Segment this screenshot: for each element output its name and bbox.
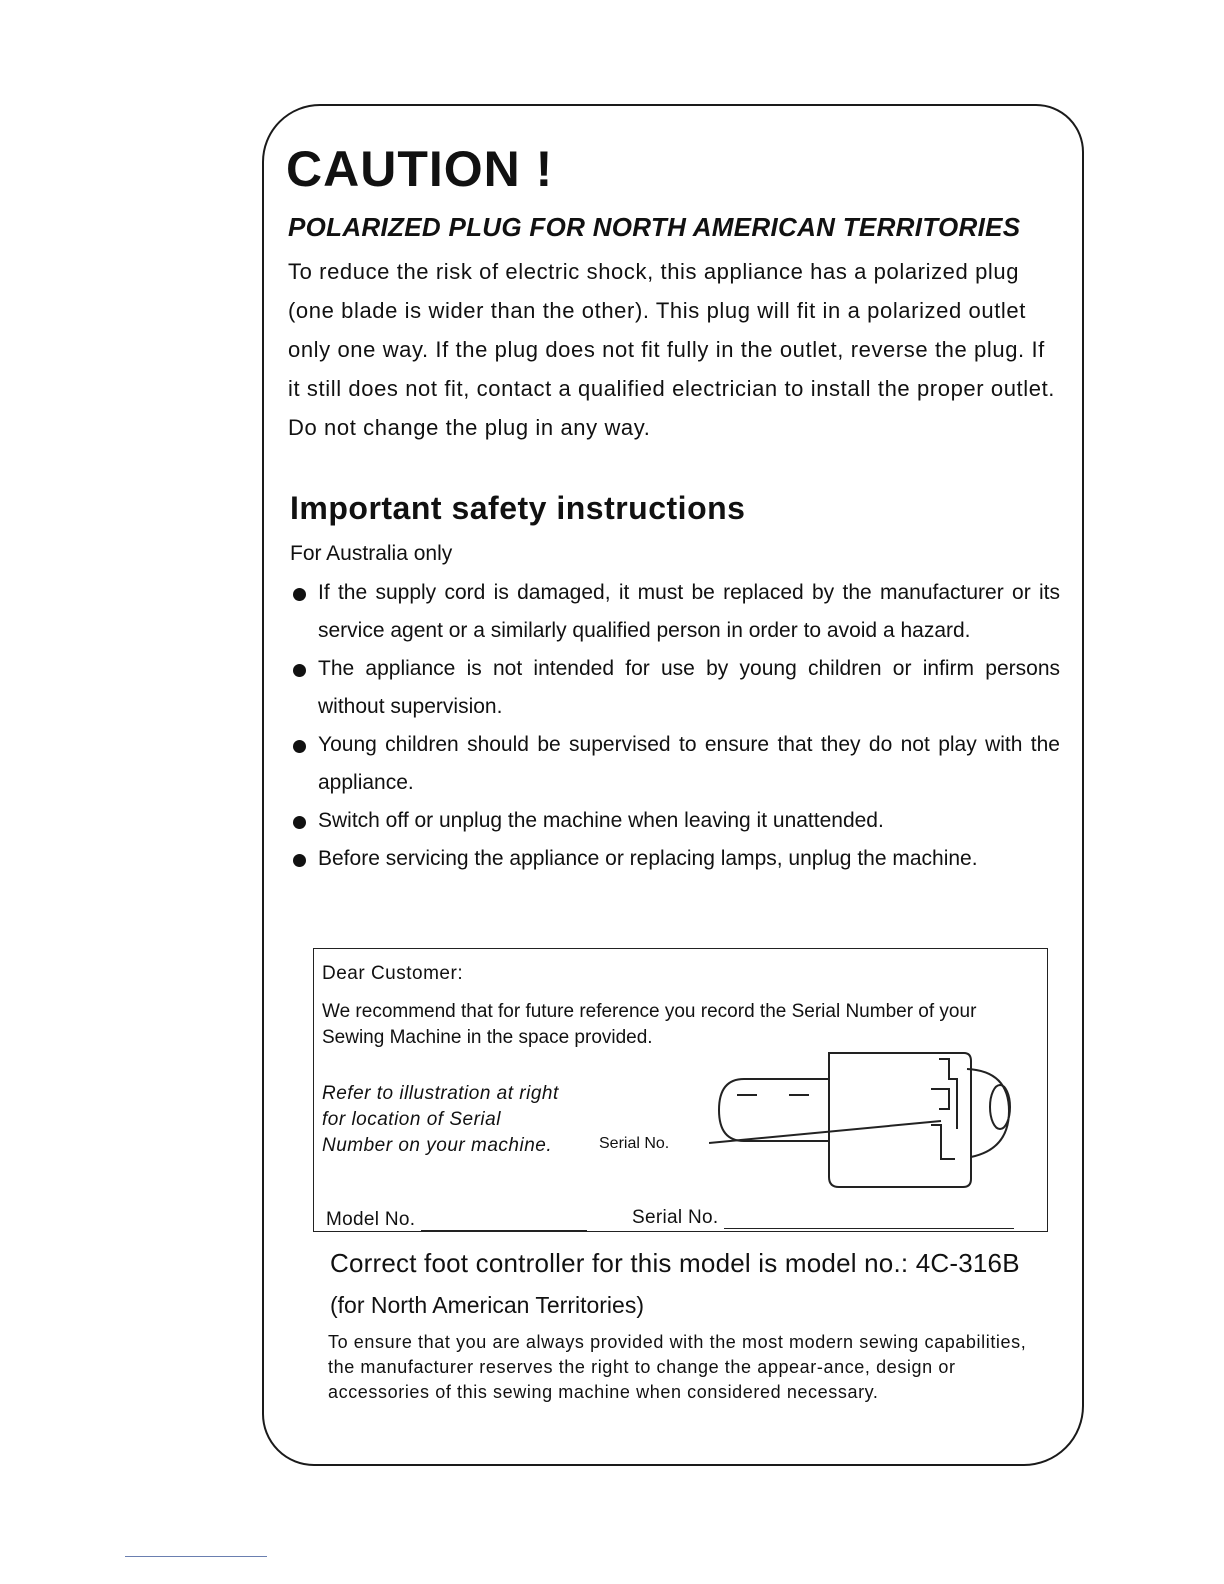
polarized-plug-text: To reduce the risk of electric shock, this appliance has a polarized plug (one blade is wider than the other). This plug will fit in a polarized outlet only one way. If the plug does not fit fully in the outlet, reverse the plug. If it still does not fit, contact a qualified electrician to install the proper outlet. Do not change the plug in any way. (288, 259, 1056, 440)
serial-number-label: Serial No. (632, 1207, 719, 1228)
polarized-plug-heading: POLARIZED PLUG FOR NORTH AMERICAN TERRITORIES (288, 212, 1021, 242)
safety-item: Young children should be supervised to ensure that they do not play with the appliance. (290, 726, 1060, 802)
model-number-field (326, 1209, 587, 1231)
recommendation-text: We recommend that for future reference you record the Serial Number of your Sewing Machine in the space provided. (322, 1001, 977, 1048)
foot-controller-line: Correct foot controller for this model is model no.: 4C-316B (330, 1248, 1020, 1278)
safety-item: Switch off or unplug the machine when leaving it unattended. (290, 802, 1060, 840)
caution-title: CAUTION ! (286, 141, 554, 197)
territory-line: (for North American Territories) (330, 1292, 644, 1318)
model-number-blank (421, 1212, 587, 1231)
serial-number-blank (724, 1210, 1014, 1229)
safety-item: The appliance is not intended for use by young children or infirm persons without supervision. (290, 650, 1060, 726)
greeting: Dear Customer: (322, 963, 464, 984)
refer-illustration-text: Refer to illustration at right for location of Serial Number on your machine. (322, 1083, 559, 1156)
model-number-label: Model No. (326, 1209, 416, 1230)
safety-heading: Important safety instructions (290, 490, 746, 526)
illustration-serial-label: Serial No. (599, 1135, 670, 1152)
region-note: For Australia only (290, 542, 453, 565)
safety-list (290, 574, 1060, 878)
safety-item: If the supply cord is damaged, it must be replaced by the manufacturer or its service agent or a similarly qualified person in order to avoid a hazard. (290, 574, 1060, 650)
sewing-machine-illustration (709, 1049, 1029, 1199)
serial-number-field (632, 1207, 1014, 1229)
disclaimer-text: To ensure that you are always provided with the most modern sewing capabilities, the manufacturer reserves the right to change the appear-ance, design or accessories of this sewing machine when considered necessary. (328, 1332, 1027, 1402)
customer-record-box (313, 948, 1048, 1232)
safety-item: Before servicing the appliance or replacing lamps, unplug the machine. (290, 840, 1060, 878)
bottom-rule (125, 1556, 267, 1557)
